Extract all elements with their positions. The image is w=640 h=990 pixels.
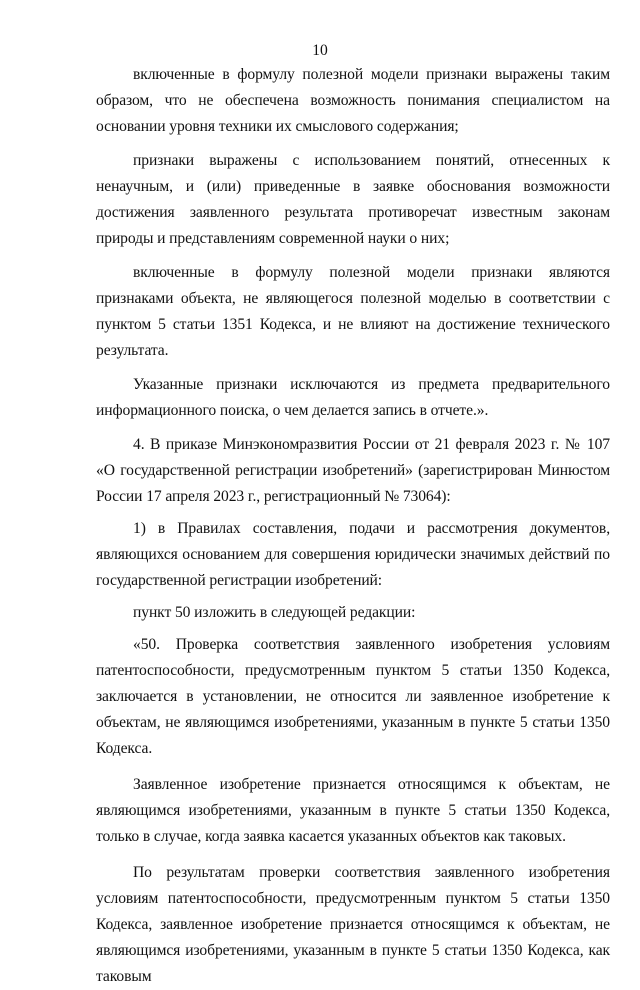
paragraph-5: 4. В приказе Минэкономразвития России от 21 февраля 2023 г. № 107 «О государственной регистрации изобретений» (зарегистрирован Минюстом России 17 апреля 2023 г., регистрационный № 73064): <box>96 436 610 505</box>
paragraph-4: Указанные признаки исключаются из предмета предварительного информационного поиска, о чем делается запись в отчете.». <box>96 376 610 419</box>
paragraph-10: По результатам проверки соответствия заявленного изобретения условиям патентоспособности, предусмотренным пунктом 5 статьи 1350 Кодекса, заявленное изобретение признается относящимся к объектам, не являющимся изобретениями, указанным в пункте 5 статьи 1350 Кодекса, как таковым <box>96 864 610 985</box>
paragraph-9: Заявленное изобретение признается относящимся к объектам, не являющимся изобретениями, указанным в пункте 5 статьи 1350 Кодекса, только в случае, когда заявка касается указанных объектов как таковых. <box>96 776 610 845</box>
paragraph-8: «50. Проверка соответствия заявленного изобретения условиям патентоспособности, предусмотренным пунктом 5 статьи 1350 Кодекса, заключается в установлении, не относится ли заявленное изобретение к объектам, не являющимся изобретениями, указанным в пункте 5 статьи 1350 Кодекса. <box>96 636 610 757</box>
paragraph-6: 1) в Правилах составления, подачи и рассмотрения документов, являющихся основанием для совершения юридически значимых действий по государственной регистрации изобретений: <box>96 520 610 589</box>
paragraph-7: пункт 50 изложить в следующей редакции: <box>133 604 416 621</box>
paragraph-3: включенные в формулу полезной модели признаки являются признаками объекта, не являющегося полезной моделью в соответствии с пунктом 5 статьи 1351 Кодекса, и не влияют на достижение технического результата. <box>96 264 610 359</box>
paragraph-2: признаки выражены с использованием понятий, отнесенных к ненаучным, и (или) приведенные в заявке обоснования возможности достижения заявленного результата противоречат известным законам природы и представлениям современной науки о них; <box>96 152 610 247</box>
page-number: 10 <box>312 42 328 59</box>
paragraph-1: включенные в формулу полезной модели признаки выражены таким образом, что не обеспечена возможность понимания специалистом на основании уровня техники их смыслового содержания; <box>96 66 610 135</box>
document-body <box>96 62 610 990</box>
